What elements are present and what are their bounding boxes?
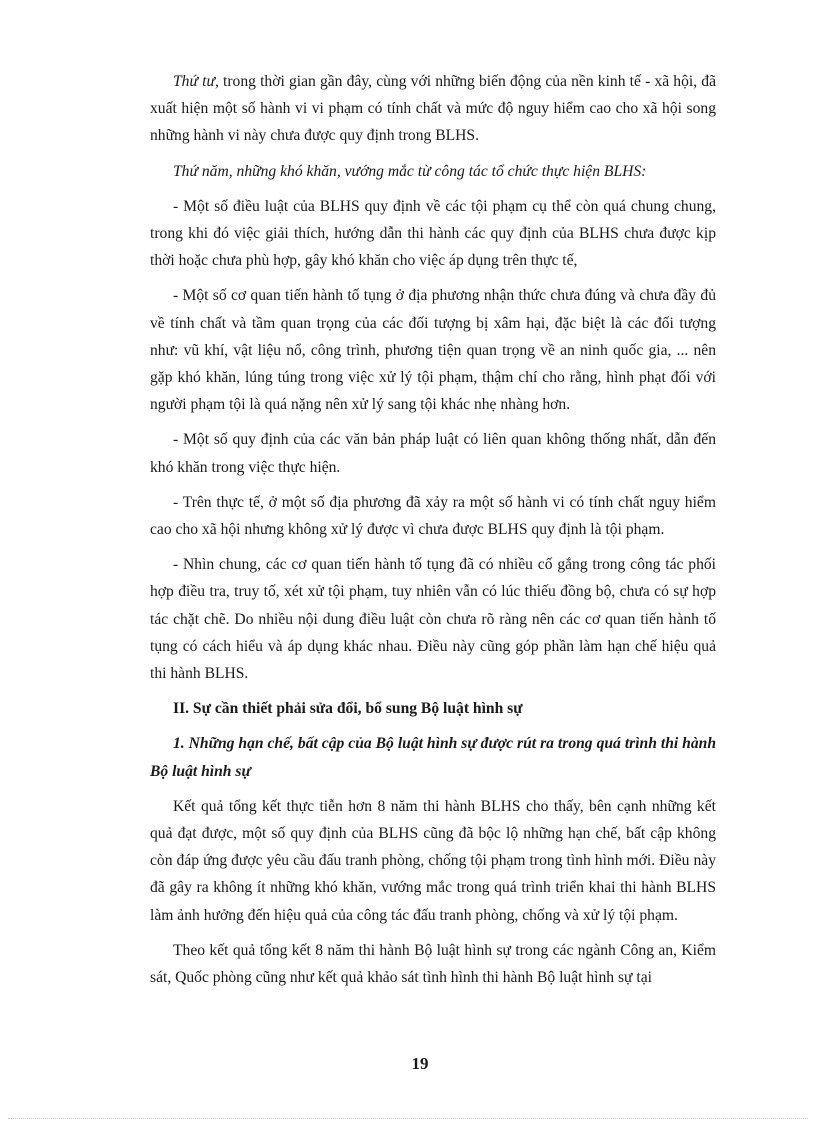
document-body — [150, 68, 716, 999]
bullet-paragraph-1: - Một số điều luật của BLHS quy định về các tội phạm cụ thể còn quá chung chung, trong khi đó việc giải thích, hướng dẫn thi hành các quy định của BLHS chưa được kịp thời hoặc chưa phù hợp, gây khó khăn cho việc áp dụng trên thực tế, — [150, 197, 716, 270]
bullet-paragraph-5: - Nhìn chung, các cơ quan tiến hành tố tụng đã có nhiều cố gắng trong công tác phối hợp điều tra, truy tố, xét xử tội phạm, tuy nhiên vẫn có lúc thiếu đồng bộ, chưa có sự hợp tác chặt chẽ. Do nhiều nội dung điều luật còn chưa rõ ràng nên các cơ quan tiến hành tố tụng có cách hiểu và áp dụng khác nhau. Điều này cũng góp phần làm hạn chế hiệu quả thi hành BLHS. — [150, 556, 716, 683]
bullet-paragraph-3: - Một số quy định của các văn bản pháp luật có liên quan không thống nhất, dẫn đến khó khăn trong việc thực hiện. — [150, 431, 716, 476]
paragraph-thu-tu — [150, 68, 716, 150]
body-paragraph-1: Kết quả tổng kết thực tiễn hơn 8 năm thi hành BLHS cho thấy, bên cạnh những kết quả đạt được, một số quy định của BLHS cũng đã bộc lộ những hạn chế, bất cập không còn đáp ứng được yêu cầu đấu tranh phòng, chống tội phạm trong tình hình mới. Điều này đã gây ra không ít những khó khăn, vướng mắc trong quá trình triển khai thi hành BLHS làm ảnh hưởng đến hiệu quả của công tác đấu tranh phòng, chống và xử lý tội phạm. — [150, 797, 716, 924]
paragraph-lead-italic: Thứ tư, — [173, 73, 219, 90]
page-number: 19 — [411, 1054, 429, 1073]
subsection-heading: 1. Những hạn chế, bất cập của Bộ luật hình sự được rút ra trong quá trình thi hành Bộ luật hình sự — [150, 735, 716, 780]
page-bottom-divider — [8, 1118, 808, 1119]
paragraph-text: trong thời gian gần đây, cùng với những biến động của nền kinh tế - xã hội, đã xuất hiện một số hành vi vi phạm có tính chất và mức độ nguy hiểm cao cho xã hội song những hành vi này chưa được quy định trong BLHS. — [150, 73, 716, 145]
section-heading: II. Sự cần thiết phải sửa đổi, bổ sung Bộ luật hình sự — [173, 700, 523, 718]
body-paragraph-2: Theo kết quả tổng kết 8 năm thi hành Bộ luật hình sự trong các ngành Công an, Kiểm sát, Quốc phòng cũng như kết quả khảo sát tình hình thi hành Bộ luật hình sự tại — [150, 941, 716, 987]
bullet-paragraph-2: - Một số cơ quan tiến hành tố tụng ở địa phương nhận thức chưa đúng và chưa đầy đủ về tính chất và tầm quan trọng của các đối tượng bị xâm hại, đặc biệt là các đối tượng như: vũ khí, vật liệu nổ, công trình, phương tiện quan trọng về an ninh quốc gia, ... nên gặp khó khăn, lúng túng trong việc xử lý tội phạm, thậm chí cho rằng, hình phạt đối với người phạm tội là quá nặng nên xử lý sang tội khác nhẹ nhàng hơn. — [150, 287, 716, 414]
paragraph-thu-nam: Thứ năm, những khó khăn, vướng mắc từ công tác tổ chức thực hiện BLHS: — [173, 162, 647, 180]
bullet-paragraph-4: - Trên thực tế, ở một số địa phương đã xảy ra một số hành vi có tính chất nguy hiểm cao cho xã hội nhưng không xử lý được vì chưa được BLHS quy định là tội phạm. — [150, 493, 716, 539]
